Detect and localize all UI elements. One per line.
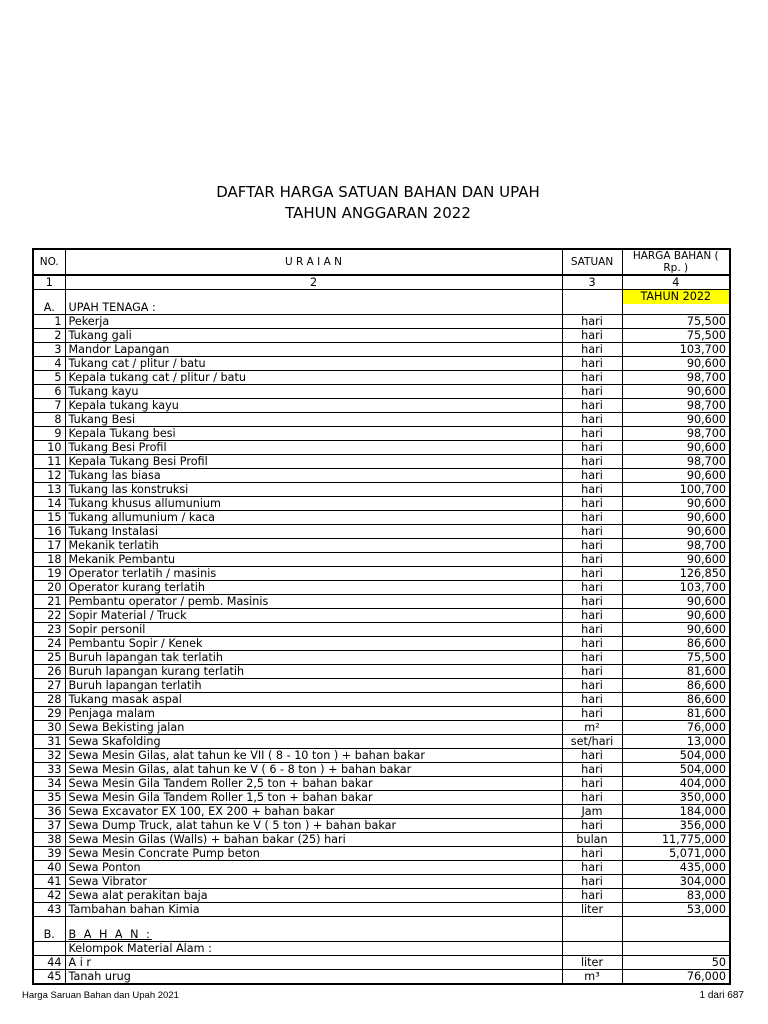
table-row [33, 553, 730, 567]
item-uraian: Kepala tukang kayu [65, 399, 562, 413]
header-uraian: U R A I A N [65, 249, 562, 275]
subsection-no [33, 942, 65, 956]
item-harga: 90,600 [622, 623, 730, 637]
item-uraian: Pembantu operator / pemb. Masinis [65, 595, 562, 609]
item-number: 18 [33, 553, 65, 567]
item-satuan: hari [562, 315, 622, 329]
item-harga: 504,000 [622, 749, 730, 763]
item-uraian: Tukang Besi Profil [65, 441, 562, 455]
item-satuan: liter [562, 956, 622, 970]
item-harga: 90,600 [622, 553, 730, 567]
item-number: 38 [33, 833, 65, 847]
item-uraian: Sewa Skafolding [65, 735, 562, 749]
item-satuan: hari [562, 819, 622, 833]
item-satuan: hari [562, 539, 622, 553]
table-row [33, 889, 730, 903]
item-satuan: set/hari [562, 735, 622, 749]
table-row [33, 315, 730, 329]
table-row [33, 777, 730, 791]
item-uraian: A i r [65, 956, 562, 970]
item-uraian: Sewa Mesin Gila Tandem Roller 2,5 ton + bahan bakar [65, 777, 562, 791]
item-number: 9 [33, 427, 65, 441]
table-row [33, 819, 730, 833]
item-number: 24 [33, 637, 65, 651]
item-harga: 356,000 [622, 819, 730, 833]
price-table [32, 248, 731, 985]
item-satuan: m² [562, 721, 622, 735]
header-no: NO. [33, 249, 65, 275]
item-number: 44 [33, 956, 65, 970]
item-number: 45 [33, 970, 65, 985]
section-title [65, 290, 562, 315]
item-harga: 100,700 [622, 483, 730, 497]
item-harga: 90,600 [622, 497, 730, 511]
item-number: 22 [33, 609, 65, 623]
table-row [33, 371, 730, 385]
item-satuan: hari [562, 525, 622, 539]
item-number: 28 [33, 693, 65, 707]
item-harga: 304,000 [622, 875, 730, 889]
subsection-satuan [562, 942, 622, 956]
table-row [33, 427, 730, 441]
item-harga: 5,071,000 [622, 847, 730, 861]
item-uraian: Buruh lapangan tak terlatih [65, 651, 562, 665]
item-uraian: Kepala Tukang besi [65, 427, 562, 441]
table-row [33, 956, 730, 970]
subsection-harga [622, 942, 730, 956]
item-satuan: hari [562, 791, 622, 805]
section-code: A. [33, 290, 65, 315]
item-harga: 83,000 [622, 889, 730, 903]
item-satuan: hari [562, 693, 622, 707]
item-satuan: hari [562, 553, 622, 567]
column-number: 2 [65, 275, 562, 290]
table-row [33, 707, 730, 721]
item-uraian: Sewa Mesin Gilas (Walls) + bahan bakar (25) hari [65, 833, 562, 847]
item-number: 42 [33, 889, 65, 903]
item-harga: 13,000 [622, 735, 730, 749]
item-number: 41 [33, 875, 65, 889]
item-harga: 90,600 [622, 511, 730, 525]
item-uraian: Buruh lapangan kurang terlatih [65, 665, 562, 679]
item-number: 20 [33, 581, 65, 595]
section-harga [622, 290, 730, 315]
column-number: 3 [562, 275, 622, 290]
item-uraian: Tukang Besi [65, 413, 562, 427]
table-row [33, 623, 730, 637]
item-uraian: Tukang gali [65, 329, 562, 343]
item-number: 7 [33, 399, 65, 413]
subsection-title: Kelompok Material Alam : [65, 942, 562, 956]
item-satuan: hari [562, 567, 622, 581]
table-row [33, 385, 730, 399]
item-number: 30 [33, 721, 65, 735]
item-harga: 126,850 [622, 567, 730, 581]
item-harga: 98,700 [622, 427, 730, 441]
item-harga: 86,600 [622, 679, 730, 693]
item-uraian: Sewa Mesin Gilas, alat tahun ke V ( 6 - 8 ton ) + bahan bakar [65, 763, 562, 777]
section-title-text: B A H A N : [68, 928, 152, 941]
item-harga: 75,500 [622, 651, 730, 665]
section-harga [622, 917, 730, 942]
table-row [33, 399, 730, 413]
item-uraian: Kepala Tukang Besi Profil [65, 455, 562, 469]
table-row [33, 469, 730, 483]
item-number: 15 [33, 511, 65, 525]
item-number: 37 [33, 819, 65, 833]
item-satuan: hari [562, 371, 622, 385]
document-title: DAFTAR HARGA SATUAN BAHAN DAN UPAH [216, 183, 540, 201]
item-satuan: hari [562, 427, 622, 441]
table-row [33, 511, 730, 525]
item-uraian: Sewa Dump Truck, alat tahun ke V ( 5 ton ) + bahan bakar [65, 819, 562, 833]
item-harga: 404,000 [622, 777, 730, 791]
table-row [33, 329, 730, 343]
item-uraian: Tambahan bahan Kimia [65, 903, 562, 917]
table-row [33, 637, 730, 651]
section-header-row [33, 290, 730, 315]
column-number-row [33, 275, 730, 290]
item-harga: 76,000 [622, 970, 730, 985]
item-uraian: Buruh lapangan terlatih [65, 679, 562, 693]
item-satuan: hari [562, 777, 622, 791]
item-number: 27 [33, 679, 65, 693]
item-uraian: Operator kurang terlatih [65, 581, 562, 595]
footer-document-name: Harga Saruan Bahan dan Upah 2021 [22, 990, 179, 1001]
item-harga: 75,500 [622, 329, 730, 343]
item-satuan: hari [562, 889, 622, 903]
item-satuan: hari [562, 343, 622, 357]
table-row [33, 651, 730, 665]
item-number: 21 [33, 595, 65, 609]
section-title-text: UPAH TENAGA : [68, 301, 156, 314]
column-number: 4 [622, 275, 730, 290]
item-uraian: Sewa alat perakitan baja [65, 889, 562, 903]
table-row [33, 595, 730, 609]
item-harga: 90,600 [622, 385, 730, 399]
item-satuan: hari [562, 861, 622, 875]
table-row [33, 679, 730, 693]
item-number: 3 [33, 343, 65, 357]
item-number: 13 [33, 483, 65, 497]
item-number: 6 [33, 385, 65, 399]
item-satuan: hari [562, 441, 622, 455]
item-number: 40 [33, 861, 65, 875]
item-uraian: Mandor Lapangan [65, 343, 562, 357]
item-satuan: hari [562, 581, 622, 595]
item-satuan: hari [562, 749, 622, 763]
table-row [33, 357, 730, 371]
item-number: 5 [33, 371, 65, 385]
table-row [33, 413, 730, 427]
table-row [33, 483, 730, 497]
item-harga: 98,700 [622, 399, 730, 413]
table-row [33, 581, 730, 595]
item-number: 2 [33, 329, 65, 343]
table-header-row [33, 249, 730, 275]
table-row [33, 847, 730, 861]
item-uraian: Sewa Vibrator [65, 875, 562, 889]
item-uraian: Tukang allumunium / kaca [65, 511, 562, 525]
item-uraian: Tukang Instalasi [65, 525, 562, 539]
item-number: 25 [33, 651, 65, 665]
item-satuan: hari [562, 847, 622, 861]
item-satuan: hari [562, 399, 622, 413]
item-harga: 75,500 [622, 315, 730, 329]
item-harga: 103,700 [622, 343, 730, 357]
item-number: 35 [33, 791, 65, 805]
item-number: 36 [33, 805, 65, 819]
item-satuan: hari [562, 329, 622, 343]
item-uraian: Tukang khusus allumunium [65, 497, 562, 511]
item-number: 14 [33, 497, 65, 511]
table-row [33, 525, 730, 539]
item-uraian: Operator terlatih / masinis [65, 567, 562, 581]
table-row [33, 693, 730, 707]
item-uraian: Sewa Ponton [65, 861, 562, 875]
item-harga: 90,600 [622, 469, 730, 483]
table-row [33, 749, 730, 763]
item-satuan: hari [562, 595, 622, 609]
item-number: 1 [33, 315, 65, 329]
item-satuan: hari [562, 483, 622, 497]
item-uraian: Sewa Excavator EX 100, EX 200 + bahan bakar [65, 805, 562, 819]
item-number: 17 [33, 539, 65, 553]
item-harga: 90,600 [622, 357, 730, 371]
item-harga: 435,000 [622, 861, 730, 875]
item-satuan: bulan [562, 833, 622, 847]
table-row [33, 497, 730, 511]
item-number: 23 [33, 623, 65, 637]
item-satuan: Jam [562, 805, 622, 819]
item-number: 31 [33, 735, 65, 749]
item-uraian: Pembantu Sopir / Kenek [65, 637, 562, 651]
table-row [33, 567, 730, 581]
item-number: 32 [33, 749, 65, 763]
table-row [33, 721, 730, 735]
item-number: 8 [33, 413, 65, 427]
item-satuan: hari [562, 497, 622, 511]
item-satuan: hari [562, 679, 622, 693]
item-uraian: Mekanik Pembantu [65, 553, 562, 567]
item-satuan: hari [562, 609, 622, 623]
item-uraian: Tukang cat / plitur / batu [65, 357, 562, 371]
item-harga: 504,000 [622, 763, 730, 777]
item-uraian: Sewa Mesin Gilas, alat tahun ke VII ( 8 - 10 ton ) + bahan bakar [65, 749, 562, 763]
item-number: 39 [33, 847, 65, 861]
item-harga: 11,775,000 [622, 833, 730, 847]
item-harga: 86,600 [622, 693, 730, 707]
item-number: 43 [33, 903, 65, 917]
item-harga: 350,000 [622, 791, 730, 805]
column-number: 1 [33, 275, 65, 290]
item-harga: 103,700 [622, 581, 730, 595]
item-harga: 81,600 [622, 665, 730, 679]
item-satuan: hari [562, 707, 622, 721]
item-uraian: Tukang masak aspal [65, 693, 562, 707]
item-satuan: hari [562, 623, 622, 637]
item-number: 19 [33, 567, 65, 581]
item-satuan: hari [562, 763, 622, 777]
item-harga: 90,600 [622, 441, 730, 455]
item-harga: 98,700 [622, 371, 730, 385]
item-harga: 76,000 [622, 721, 730, 735]
item-harga: 90,600 [622, 413, 730, 427]
item-uraian: Sopir Material / Truck [65, 609, 562, 623]
table-row [33, 763, 730, 777]
item-satuan: hari [562, 511, 622, 525]
table-row [33, 903, 730, 917]
item-uraian: Tukang las biasa [65, 469, 562, 483]
item-satuan: hari [562, 385, 622, 399]
item-satuan: hari [562, 875, 622, 889]
item-uraian: Tanah urug [65, 970, 562, 985]
section-header-row [33, 917, 730, 942]
table-row [33, 455, 730, 469]
item-harga: 90,600 [622, 609, 730, 623]
year-badge: TAHUN 2022 [622, 290, 730, 304]
item-satuan: hari [562, 455, 622, 469]
item-harga: 81,600 [622, 707, 730, 721]
table-row [33, 441, 730, 455]
item-uraian: Pekerja [65, 315, 562, 329]
item-satuan: hari [562, 665, 622, 679]
section-code: B. [33, 917, 65, 942]
item-harga: 98,700 [622, 455, 730, 469]
item-harga: 50 [622, 956, 730, 970]
item-uraian: Sopir personil [65, 623, 562, 637]
item-harga: 90,600 [622, 525, 730, 539]
item-satuan: hari [562, 651, 622, 665]
item-harga: 98,700 [622, 539, 730, 553]
table-row [33, 833, 730, 847]
item-uraian: Sewa Bekisting jalan [65, 721, 562, 735]
table-row [33, 343, 730, 357]
item-satuan: hari [562, 357, 622, 371]
footer-page-number: 1 dari 687 [699, 990, 744, 1001]
header-harga: HARGA BAHAN ( Rp. ) [622, 249, 730, 275]
document-subtitle: TAHUN ANGGARAN 2022 [285, 204, 471, 222]
item-number: 11 [33, 455, 65, 469]
section-satuan [562, 290, 622, 315]
header-satuan: SATUAN [562, 249, 622, 275]
item-uraian: Tukang kayu [65, 385, 562, 399]
item-satuan: hari [562, 637, 622, 651]
item-number: 4 [33, 357, 65, 371]
item-uraian: Kepala tukang cat / plitur / batu [65, 371, 562, 385]
table-row [33, 970, 730, 985]
item-number: 10 [33, 441, 65, 455]
item-satuan: hari [562, 413, 622, 427]
item-harga: 90,600 [622, 595, 730, 609]
item-satuan: m³ [562, 970, 622, 985]
item-number: 33 [33, 763, 65, 777]
table-row [33, 609, 730, 623]
table-row [33, 665, 730, 679]
item-satuan: hari [562, 469, 622, 483]
item-uraian: Sewa Mesin Gila Tandem Roller 1,5 ton + bahan bakar [65, 791, 562, 805]
item-harga: 53,000 [622, 903, 730, 917]
item-harga: 86,600 [622, 637, 730, 651]
item-uraian: Mekanik terlatih [65, 539, 562, 553]
item-uraian: Tukang las konstruksi [65, 483, 562, 497]
item-number: 12 [33, 469, 65, 483]
item-number: 26 [33, 665, 65, 679]
table-row [33, 735, 730, 749]
item-number: 16 [33, 525, 65, 539]
table-row [33, 539, 730, 553]
item-number: 34 [33, 777, 65, 791]
table-row [33, 791, 730, 805]
item-satuan: liter [562, 903, 622, 917]
table-row [33, 805, 730, 819]
item-harga: 184,000 [622, 805, 730, 819]
table-row [33, 861, 730, 875]
item-uraian: Penjaga malam [65, 707, 562, 721]
item-uraian: Sewa Mesin Concrate Pump beton [65, 847, 562, 861]
item-number: 29 [33, 707, 65, 721]
section-satuan [562, 917, 622, 942]
section-title [65, 917, 562, 942]
table-row [33, 875, 730, 889]
subsection-row [33, 942, 730, 956]
